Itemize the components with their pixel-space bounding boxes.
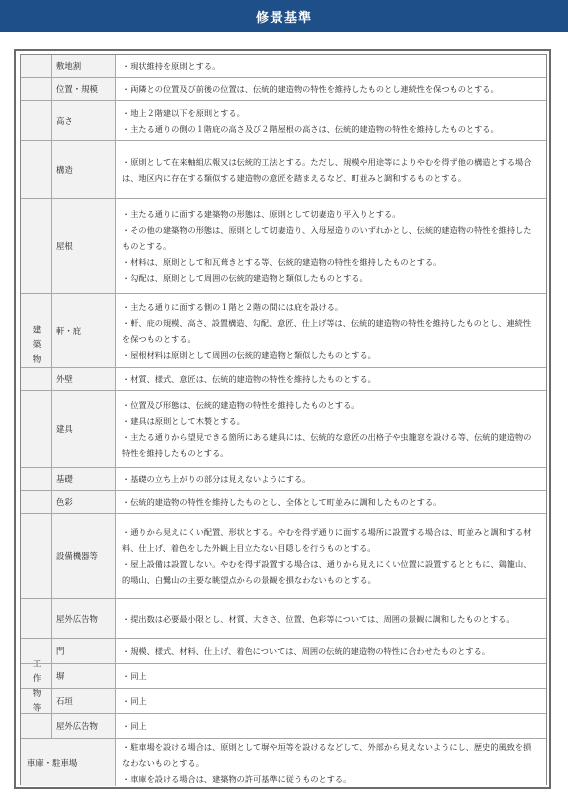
row-description — [116, 101, 546, 140]
table-row — [21, 294, 546, 368]
description-item: ・現状維持を原則とする。 — [122, 61, 221, 71]
row-label: 塀 — [51, 664, 116, 688]
row-label: 設備機器等 — [51, 514, 116, 598]
description-item: ・同上 — [122, 696, 147, 706]
row-label: 位置・規模 — [51, 78, 116, 100]
row-label: 車庫・駐車場 — [21, 739, 116, 786]
row-label: 建具 — [51, 391, 116, 467]
standards-table-frame — [14, 49, 551, 789]
row-description — [116, 664, 546, 688]
description-item: ・地上２階建以下を原則とする。 — [122, 107, 245, 118]
description-item: ・屋根材料は原則として周囲の伝統的建造物と類似したものとする。 — [122, 349, 376, 360]
description-item: ・主たる通りから望見できる箇所にある建具には、伝統的な意匠の出格子や虫籠窓を設ける等、伝統的建造物の特性を維持したものとする。 — [122, 432, 532, 458]
description-item: ・位置及び形態は、伝統的建造物の特性を維持したものとする。 — [122, 400, 360, 410]
row-description — [116, 491, 546, 513]
description-item: ・屋上設備は設置しない。やむを得ず設置する場合は、通りから見えにくい位置に設置するとともに、鶏籠山、的場山、白鷺山の主要な眺望点からの景観を損なわないものとする。 — [122, 559, 532, 585]
table-row — [21, 141, 546, 199]
row-description — [116, 141, 546, 198]
description-item: ・基礎の立ち上がりの部分は見えないようにする。 — [122, 474, 311, 484]
description-item: ・同上 — [122, 671, 147, 681]
row-description — [116, 689, 546, 713]
table-row — [21, 468, 546, 491]
description-item: ・提出数は必要最小限とし、材質、大きさ、位置、色彩等については、周囲の景観に調和したものとする。 — [122, 613, 515, 624]
row-label: 基礎 — [51, 468, 116, 490]
description-item: ・同上 — [122, 721, 147, 731]
row-description — [116, 199, 546, 293]
table-row — [21, 689, 546, 714]
table-row — [21, 639, 546, 664]
row-label: 外壁 — [51, 368, 116, 390]
row-description — [116, 714, 546, 738]
table-row — [21, 514, 546, 599]
description-item: ・建具は原則として木製とする。 — [122, 416, 245, 426]
description-item: ・勾配は、原則として周囲の伝統的建造物と類似したものとする。 — [122, 273, 368, 283]
table-row — [21, 368, 546, 391]
row-description — [116, 514, 546, 598]
description-item: ・通りから見えにくい配置、形状とする。やむを得ず通りに面する場所に設置する場合は、町並みと調和する材料、仕上げ、着色をした外観上目立たない目隠しを行うものとする。 — [122, 527, 532, 553]
table-row — [21, 739, 546, 786]
group-building-label: 建築物 — [31, 324, 41, 369]
row-label: 屋外広告物 — [51, 599, 116, 638]
table-row — [21, 55, 546, 78]
page-header — [0, 0, 568, 32]
description-item: ・駐車場を設ける場合は、原則として塀や垣等を設けるなどして、外部から見えないようにし、歴史的風致を損なわないものとする。 — [122, 741, 532, 768]
row-label: 色彩 — [51, 491, 116, 513]
table-row — [21, 391, 546, 468]
row-label: 軒・庇 — [51, 294, 116, 367]
description-item: ・規模、様式、材料、仕上げ、着色については、周囲の伝統的建造物の特性に合わせたものとする。 — [122, 646, 490, 656]
table-row — [21, 714, 546, 739]
page-title: 修景基準 — [255, 10, 312, 26]
table-row — [21, 599, 546, 639]
description-item: ・軒、庇の規模、高さ、設置構造、勾配、意匠、仕上げ等は、伝統的建造物の特性を維持したものとし、連続性を保つものとする。 — [122, 317, 532, 344]
row-description — [116, 639, 546, 663]
standards-table — [20, 54, 547, 785]
description-item: ・主たる通りに面する側の１階と２階の間には庇を設ける。 — [122, 301, 344, 312]
description-item: ・材質、様式、意匠は、伝統的建造物の特性を維持したものとする。 — [122, 374, 376, 384]
group-structures-label: 工作物等 — [31, 659, 41, 718]
table-row — [21, 664, 546, 689]
table-row — [21, 78, 546, 101]
table-row — [21, 199, 546, 294]
row-label: 屋外広告物 — [51, 714, 116, 738]
row-label: 門 — [51, 639, 116, 663]
table-row — [21, 101, 546, 141]
row-description — [116, 368, 546, 390]
row-label: 高さ — [51, 101, 116, 140]
row-label: 石垣 — [51, 689, 116, 713]
row-description — [116, 55, 546, 77]
row-description — [116, 468, 546, 490]
description-item: ・主たる通りの側の１階庇の高さ及び２階屋根の高さは、伝統的建造物の特性を維持したものとする。 — [122, 123, 499, 134]
row-description — [116, 294, 546, 367]
row-description — [116, 391, 546, 467]
description-item: ・主たる通りに面する建築物の形態は、原則として切妻造り平入りとする。 — [122, 209, 401, 219]
description-item: ・材料は、原則として和瓦葺きとする等、伝統的建造物の特性を維持したものとする。 — [122, 257, 442, 267]
row-description — [116, 739, 546, 786]
row-description — [116, 599, 546, 638]
row-description — [116, 78, 546, 100]
row-label: 構造 — [51, 141, 116, 198]
table-row — [21, 491, 546, 514]
row-label: 敷地割 — [51, 55, 116, 77]
description-item: ・原則として在来軸組広報又は伝統的工法とする。ただし、規模や用途等によりやむを得ず他の構造とする場合は、地区内に存在する類似する建造物の意匠を踏まえるなど、町並みと調和するものとする。 — [122, 156, 532, 183]
row-label: 屋根 — [51, 199, 116, 293]
description-item: ・その他の建築物の形態は、原則として切妻造り、入母屋造りのいずれかとし、伝統的建造物の特性を維持したものとする。 — [122, 225, 532, 251]
description-item: ・両隣との位置及び前後の位置は、伝統的建造物の特性を維持したものとし連続性を保つものとする。 — [122, 84, 499, 94]
description-item: ・伝統的建造物の特性を維持したものとし、全体として町並みに調和したものとする。 — [122, 497, 442, 507]
description-item: ・車庫を設ける場合は、建築物の許可基準に従うものとする。 — [122, 773, 352, 784]
